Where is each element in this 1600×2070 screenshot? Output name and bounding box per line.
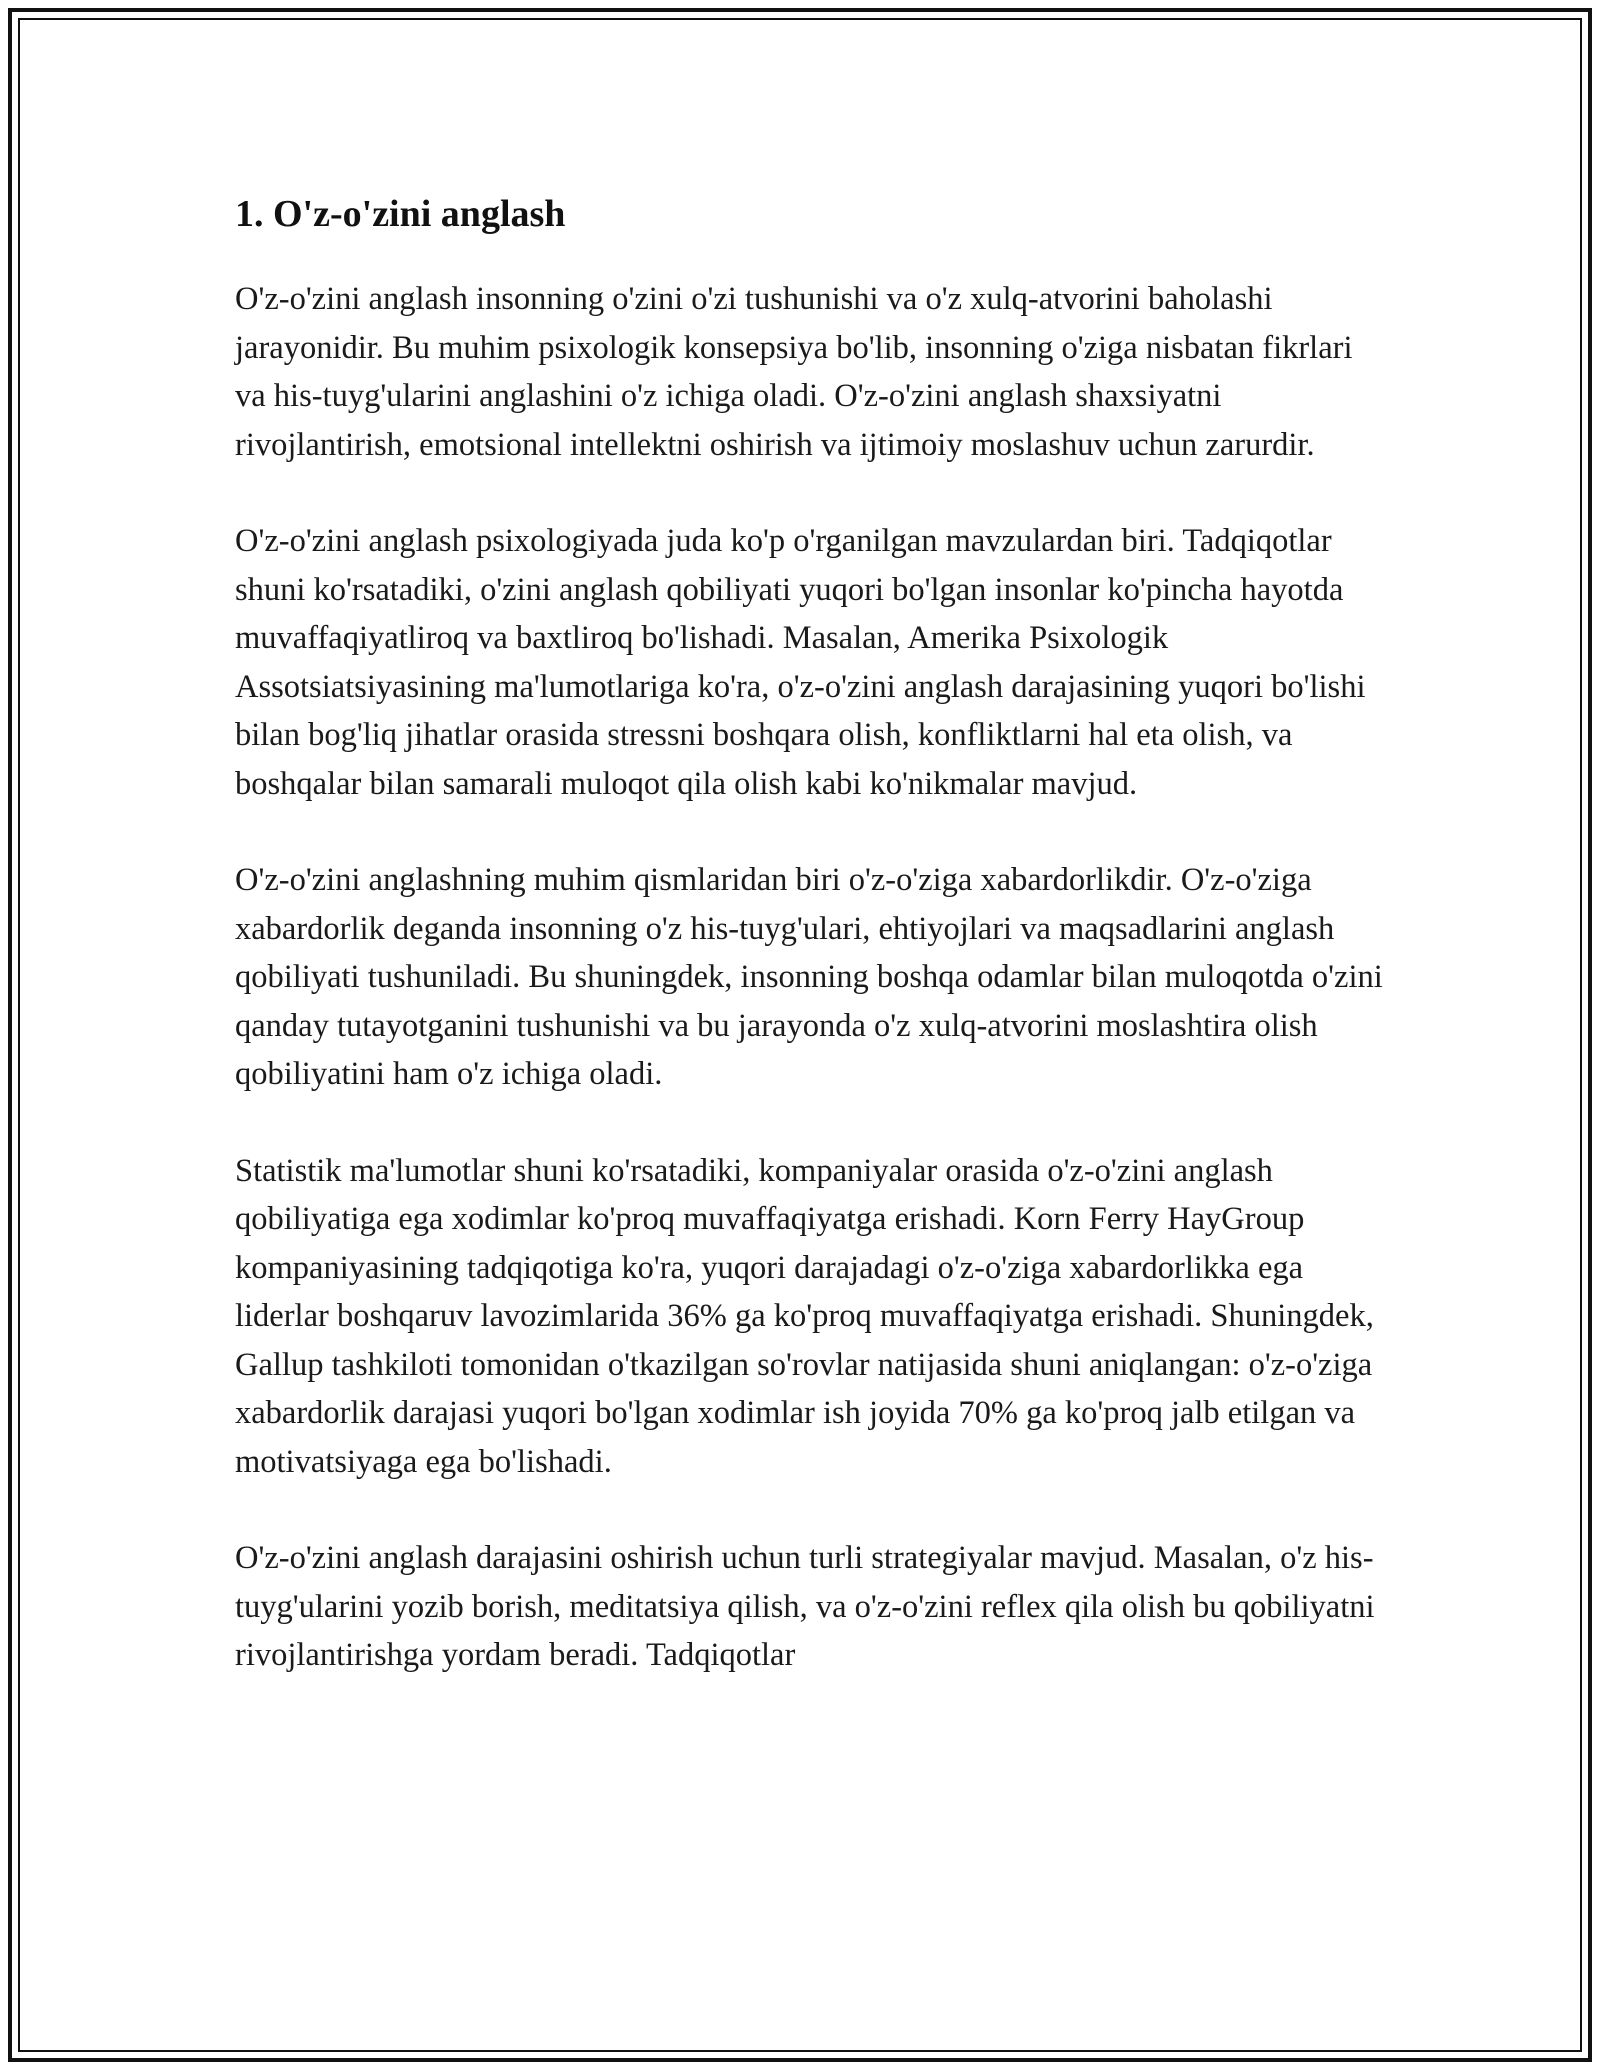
- paragraph-2: O'z-o'zini anglash psixologiyada juda ko'p o'rganilgan mavzulardan biri. Tadqiqotlar shuni ko'rsatadiki, o'zini anglash qobiliyati yuqori bo'lgan insonlar ko'pincha hayotda muvaffaqiyatliroq va baxtliroq bo'lishadi. Masalan, Amerika Psixologik Assotsiatsiyasining ma'lumotlariga ko'ra, o'z-o'zini anglash darajasining yuqori bo'lishi bilan bog'liq jihatlar orasida stressni boshqara olish, konfliktlarni hal eta olish, va boshqalar bilan samarali muloqot qila olish kabi ko'nikmalar mavjud.: [235, 523, 1366, 802]
- paragraph-4: Statistik ma'lumotlar shuni ko'rsatadiki, kompaniyalar orasida o'z-o'zini anglash qobiliyatiga ega xodimlar ko'proq muvaffaqiyatga erishadi. Korn Ferry HayGroup kompaniyasining tadqiqotiga ko'ra, yuqori darajadagi o'z-o'ziga xabardorlikka ega liderlar boshqaruv lavozimlarida 36% ga ko'proq muvaffaqiyatga erishadi. Shuningdek, Gallup tashkiloti tomonidan o'tkazilgan so'rovlar natijasida shuni aniqlangan: o'z-o'ziga xabardorlik darajasi yuqori bo'lgan xodimlar ish joyida 70% ga ko'proq jalb etilgan va motivatsiyaga ega bo'lishadi.: [235, 1152, 1374, 1480]
- paragraph-1: O'z-o'zini anglash insonning o'zini o'zi tushunishi va o'z xulq-atvorini baholashi jarayonidir. Bu muhim psixologik konsepsiya bo'lib, insonning o'ziga nisbatan fikrlari va his-tuyg'ularini anglashini o'z ichiga oladi. O'z-o'zini anglash shaxsiyatni rivojlantirish, emotsional intellektni oshirish va ijtimoiy moslashuv uchun zarurdir.: [235, 281, 1353, 463]
- section-heading: 1. O'z-o'zini anglash: [235, 193, 566, 235]
- document-body: [235, 186, 1385, 1728]
- paragraph-3: O'z-o'zini anglashning muhim qismlaridan biri o'z-o'ziga xabardorlikdir. O'z-o'ziga xabardorlik deganda insonning o'z his-tuyg'ulari, ehtiyojlari va maqsadlarini anglash qobiliyati tushuniladi. Bu shuningdek, insonning boshqa odamlar bilan muloqotda o'zini qanday tutayotganini tushunishi va bu jarayonda o'z xulq-atvorini moslashtira olish qobiliyatini ham o'z ichiga oladi.: [235, 862, 1383, 1092]
- paragraph-5: O'z-o'zini anglash darajasini oshirish uchun turli strategiyalar mavjud. Masalan, o'z his-tuyg'ularini yozib borish, meditatsiya qilish, va o'z-o'zini reflex qila olish bu qobiliyatni rivojlantirishga yordam beradi. Tadqiqotlar: [235, 1540, 1375, 1673]
